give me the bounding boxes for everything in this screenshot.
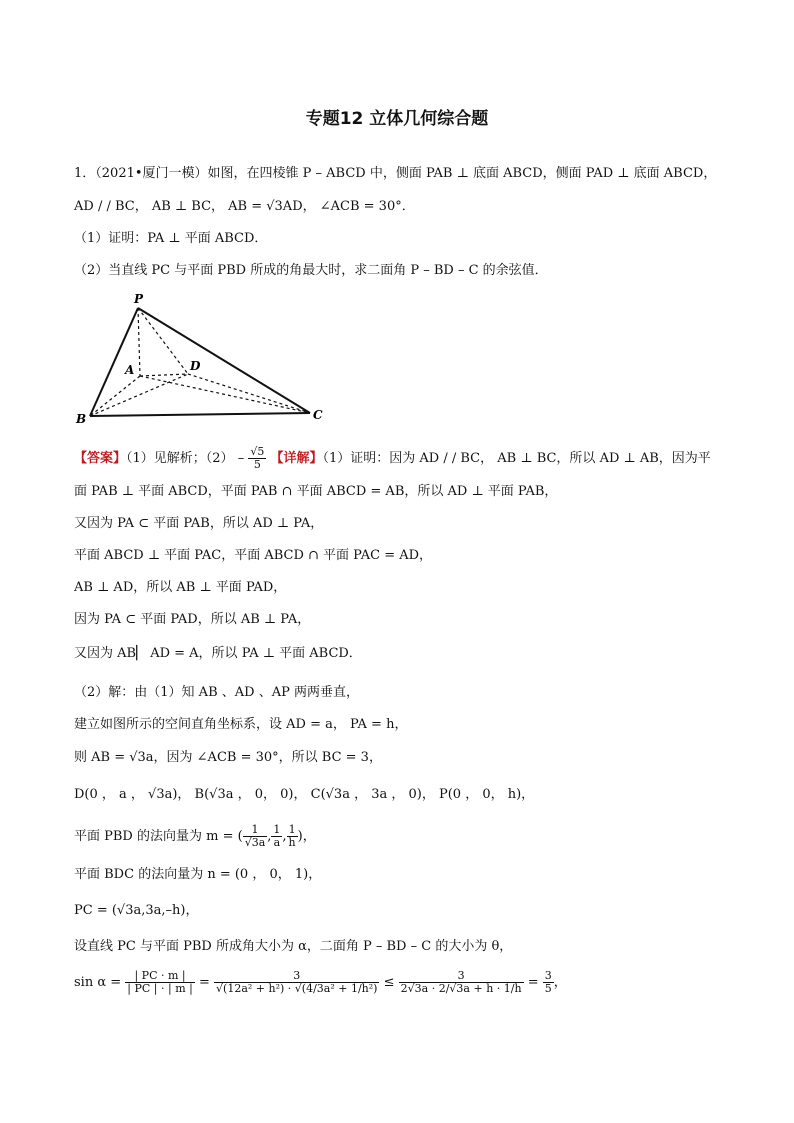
detail-line-6: 因为 PA ⊂ 平面 PAD，所以 AB ⊥ PA， [74, 612, 311, 627]
detail-line-3: 又因为 PA ⊂ 平面 PAB，所以 AD ⊥ PA， [74, 516, 324, 531]
edge-PD [138, 308, 188, 374]
edge-AC [140, 376, 310, 413]
edge-PC [138, 308, 310, 413]
solution-line-5: 平面 PBD 的法向量为 m = ( $\frac{1}{√3a}$ , $\frac{1}{a}$ , $\frac{1}{h}$ )， [74, 823, 316, 849]
label-P: P [134, 292, 144, 306]
detail-line-2: 面 PAB ⊥ 平面 ABCD，平面 PAB ∩ 平面 ABCD = AB，所以 AD ⊥ 平面 PAB， [74, 484, 558, 499]
detail-tag: 【详解】 [270, 451, 323, 466]
edge-AD [140, 374, 188, 376]
answer-fraction: $\frac{√5}{5}$ [250, 445, 265, 471]
problem-line-2: AD / / BC， AB ⊥ BC， AB = √3AD， ∠ACB = 30°． [74, 199, 415, 214]
answer-summary: （1）见解析；（2） – [126, 451, 245, 466]
edge-BC [90, 413, 310, 416]
edge-AB [90, 376, 140, 416]
solution-line-1: （2）解：由（1）知 AB 、AD 、AP 两两垂直， [74, 685, 359, 700]
answer-line-1 [74, 446, 711, 471]
solution-line-2: 建立如图所示的空间直角坐标系，设 AD = a， PA = h， [74, 717, 408, 732]
detail-line-7: 又因为 AB▏ AD = A，所以 PA ⊥ 平面 ABCD． [74, 646, 362, 661]
problem-line-1: 1．（2021•厦门一模）如图，在四棱锥 P – ABCD 中，侧面 PAB ⊥ 底面 ABCD，侧面 PAD ⊥ 底面 ABCD， [74, 166, 717, 181]
solution-line-7: PC = (√3a,3a,–h)， [74, 903, 199, 918]
solution-line-9: sin α = $\frac{| PC \cdot m |}{| PC | \cdot | m |}$ = $\frac{3}{\text{√(12a² + h²) · √(4/3a² + 1/h²)}}$ ≤ $\frac{3}{2√3a \cdot 2/√3a + h \cdot 1/h}$ = $\frac{3}{5}$ ， [74, 969, 567, 995]
problem-part-1: （1）证明：PA ⊥ 平面 ABCD． [74, 231, 268, 246]
solution-line-4: D(0 ， a ， √3a)， B(√3a ， 0， 0)， C(√3a ， 3a ， 0)， P(0 ， 0， h)， [74, 787, 535, 802]
page-title: 专题12 立体几何综合题 [305, 109, 489, 129]
label-C: C [313, 408, 323, 422]
detail-line-4: 平面 ABCD ⊥ 平面 PAC，平面 ABCD ∩ 平面 PAC = AD， [74, 548, 433, 563]
solution-line-8: 设直线 PC 与平面 PBD 所成角大小为 α，二面角 P – BD – C 的大小为 θ， [74, 939, 513, 954]
problem-part-2: （2）当直线 PC 与平面 PBD 所成的角最大时，求二面角 P – BD – C 的余弦值． [74, 263, 548, 278]
label-A: A [125, 363, 135, 377]
edge-PB [90, 308, 138, 416]
solution-line-3: 则 AB = √3a，因为 ∠ACB = 30°，所以 BC = 3， [74, 750, 382, 765]
detail-line-1: （1）证明：因为 AD / / BC， AB ⊥ BC，所以 AD ⊥ AB，因为平 [322, 451, 711, 466]
edge-PA [138, 308, 140, 376]
pyramid-figure [76, 292, 340, 427]
solution-line-6: 平面 BDC 的法向量为 n = (0 ， 0， 1)， [74, 867, 322, 882]
label-D: D [190, 359, 201, 373]
answer-tag: 【答案】 [74, 451, 127, 466]
label-B: B [76, 412, 87, 426]
edge-DC [188, 374, 310, 413]
detail-line-5: AB ⊥ AD，所以 AB ⊥ 平面 PAD， [74, 580, 287, 595]
edge-BD [90, 374, 188, 416]
